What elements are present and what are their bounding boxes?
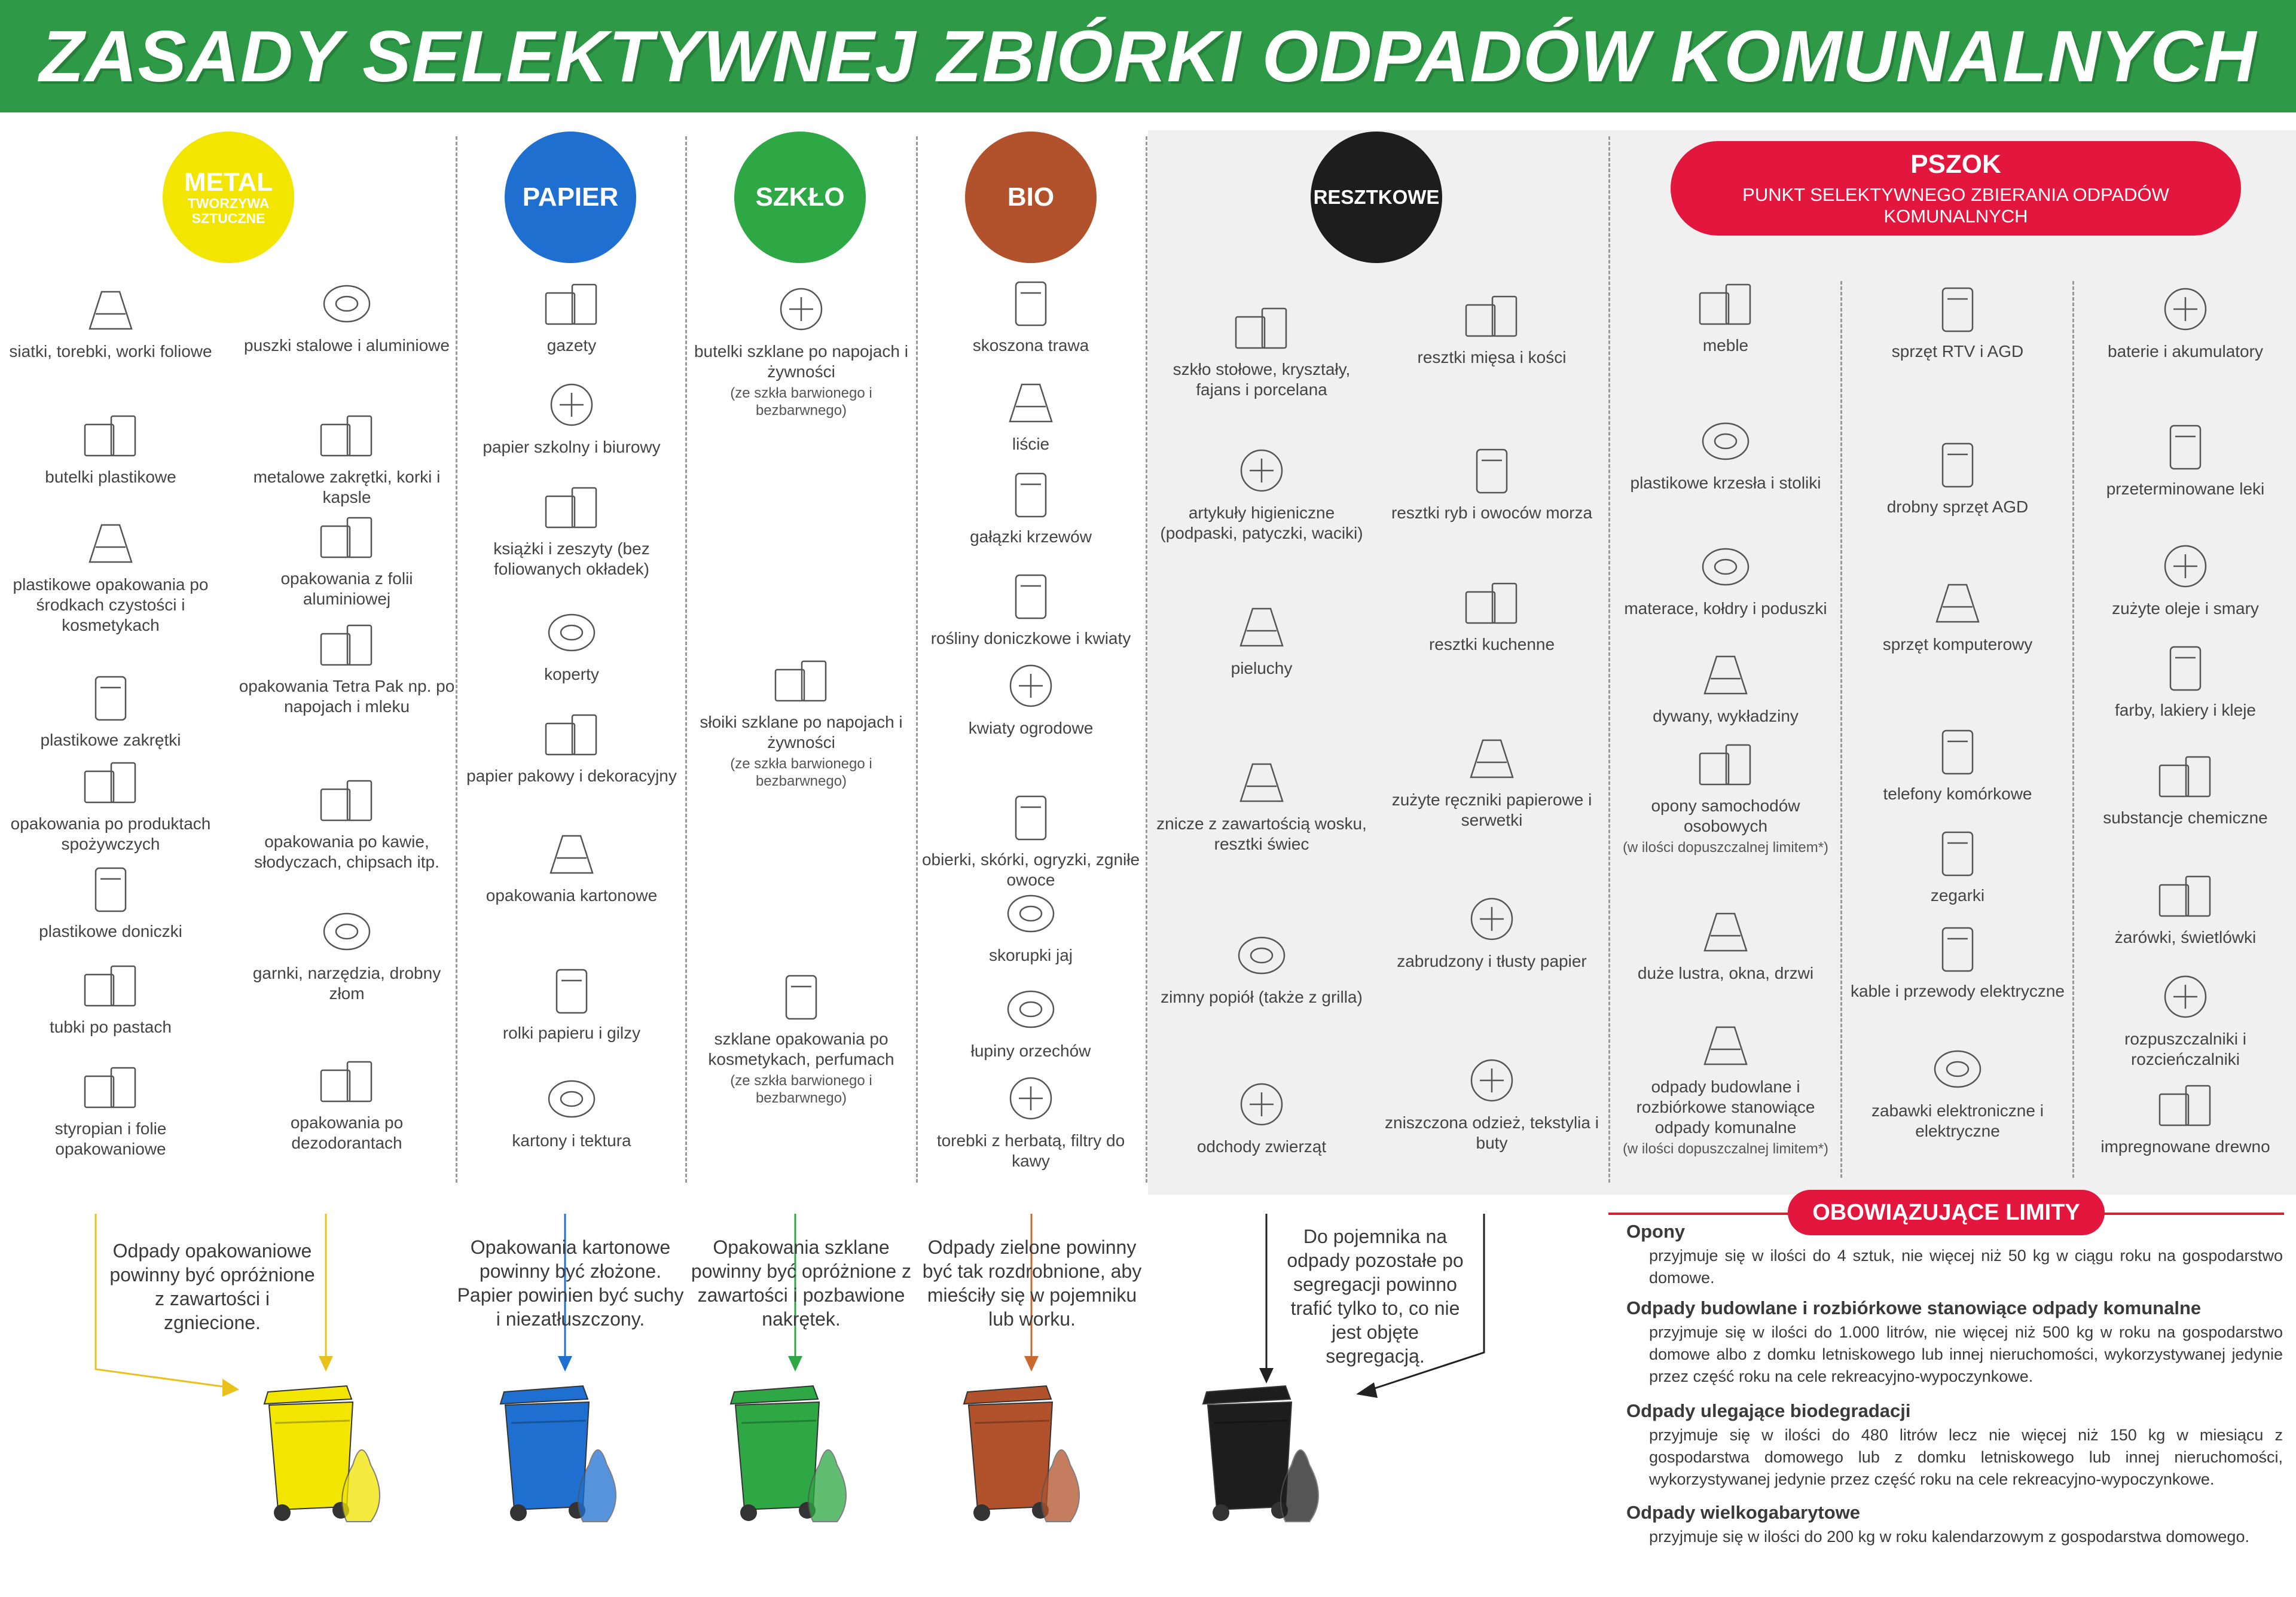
waste-item (1844, 723, 2071, 804)
waste-item (1612, 646, 1839, 726)
grass-icon (992, 275, 1070, 332)
item-label: koperty (544, 665, 599, 683)
waste-item (2076, 538, 2295, 619)
snack-bag-icon (308, 771, 386, 828)
bin-bio (951, 1369, 1100, 1531)
kitchen-scraps-icon (1453, 574, 1531, 631)
item-label: duże lustra, okna, drzwi (1637, 964, 1814, 982)
cardboard-box-icon (533, 1070, 610, 1127)
item-label: zużyte oleje i smary (2112, 599, 2259, 618)
flowers-icon (992, 658, 1070, 714)
item-label: opakowania Tetra Pak np. po napojach i mleku (239, 677, 455, 716)
limits-title: OBOWIĄZUJĄCE LIMITY (1788, 1190, 2105, 1235)
item-label: garnki, narzędzia, drobny złom (252, 964, 441, 1003)
waste-item (1612, 275, 1839, 356)
rubble-icon (1687, 1016, 1764, 1073)
waste-item (688, 652, 915, 790)
category-papier (505, 132, 636, 263)
paint-icon (2147, 640, 2224, 697)
bin-note-resztkowe: Do pojemnika na odpady pozostałe po segregacji powinno trafić tylko to, co nie jest objęte segregacją. (1287, 1226, 1464, 1367)
plastic-bag-icon (72, 281, 149, 338)
cleaning-bottles-icon (72, 514, 149, 571)
category-sublabel: PUNKT SELEKTYWNEGO ZBIERANIA ODPADÓW KOMUNALNYCH (1742, 184, 2169, 227)
page-title: ZASADY SELEKTYWNEJ ZBIÓRKI ODPADÓW KOMUNALNYCH (39, 16, 2257, 97)
waste-item (1378, 891, 1605, 972)
waste-item (2076, 640, 2295, 720)
item-label: tubki po pastach (50, 1018, 172, 1036)
bin-szklo (718, 1369, 867, 1531)
waste-item (459, 275, 684, 356)
waste-item (1844, 921, 2071, 1001)
waste-item (918, 466, 1144, 547)
separator (1840, 281, 1842, 1178)
waste-item (1378, 287, 1605, 368)
category-resztkowe (1311, 132, 1442, 263)
bin-note-szklo: Opakowania szklane powinny być opróżnione z zawartości i pozbawione nakrętek. (691, 1236, 912, 1330)
item-label: kartony i tektura (512, 1131, 631, 1150)
ash-icon (1223, 927, 1300, 984)
item-label: zniszczona odzież, tekstylia i buty (1385, 1113, 1599, 1152)
item-note: (ze szkła barwionego i bezbarwnego) (730, 756, 872, 789)
item-label: skoszona trawa (972, 336, 1089, 355)
waste-item (2076, 281, 2295, 362)
item-label: telefony komórkowe (1883, 784, 2032, 803)
waste-item (3, 407, 218, 487)
carton-icon (533, 825, 610, 882)
bin-note-papier: Opakowania kartonowe powinny być złożone. Papier powinien być suchy i niezatłuszczony. (457, 1236, 684, 1330)
item-label: pieluchy (1231, 659, 1293, 677)
waste-item (2076, 1076, 2295, 1157)
candle-icon (1223, 753, 1300, 810)
solvent-icon (2147, 969, 2224, 1025)
chemicals-icon (2147, 747, 2224, 804)
waste-item (459, 604, 684, 685)
limit-text: przyjmuje się w ilości do 480 litrów lecz nie więcej niż 150 kg w miesiącu z gospodarstwa domowego lub z domku letniskowego lub innej nieruchomości, wykorzystywanej jedynie przez część roku na cele rekreacyjno-wypoczynkowe. (1649, 1426, 2283, 1488)
waste-item (918, 885, 1144, 966)
waste-item (1378, 442, 1605, 523)
item-label: rośliny doniczkowe i kwiaty (930, 629, 1131, 648)
waste-item (1154, 442, 1369, 543)
paper-roll-icon (533, 963, 610, 1019)
waste-item (1844, 436, 2071, 517)
waste-item (236, 616, 457, 717)
gift-wrap-icon (533, 706, 610, 762)
waste-item (236, 771, 457, 872)
item-label: opony samochodów osobowych (1651, 796, 1800, 835)
item-label: puszki stalowe i aluminiowe (244, 336, 450, 355)
item-label: skorupki jaj (988, 946, 1073, 964)
waste-item (236, 407, 457, 508)
item-label: zabrudzony i tłusty papier (1397, 952, 1587, 970)
item-label: przeterminowane leki (2106, 480, 2265, 498)
waste-item (1844, 574, 2071, 655)
separator (2072, 281, 2074, 1178)
item-label: książki i zeszyty (bez foliowanych okładek) (493, 539, 650, 578)
waste-item (1154, 753, 1369, 854)
furniture-icon (1687, 275, 1764, 332)
plastic-bottle-icon (72, 407, 149, 463)
deodorant-icon (308, 1052, 386, 1109)
item-label: plastikowe krzesła i stoliki (1630, 474, 1821, 492)
bulb-icon (2147, 867, 2224, 924)
category-pszok (1671, 141, 2241, 236)
waste-item (459, 963, 684, 1043)
waste-item (2076, 867, 2295, 948)
limit-heading: Odpady wielkogabarytowe (1626, 1502, 1861, 1523)
item-label: żarówki, świetlówki (2114, 928, 2257, 946)
category-sublabel: TWORZYWA SZTUCZNE (187, 195, 270, 227)
tetra-pak-icon (308, 616, 386, 673)
category-bio (965, 132, 1097, 263)
item-note: (ze szkła barwionego i bezbarwnego) (730, 1073, 872, 1106)
category-label: BIO (1007, 182, 1055, 212)
waste-item (1378, 1052, 1605, 1153)
item-label: gałązki krzewów (970, 527, 1092, 546)
waste-item (1612, 735, 1839, 856)
item-label: artykuły higieniczne (podpaski, patyczki, waciki) (1160, 503, 1363, 542)
item-label: opakowania po produktach spożywczych (10, 814, 211, 853)
waste-item (236, 275, 457, 356)
item-label: butelki plastikowe (45, 468, 176, 486)
item-label: zegarki (1930, 886, 1985, 905)
item-label: impregnowane drewno (2100, 1137, 2270, 1156)
item-label: znicze z zawartością wosku, resztki świec (1156, 814, 1367, 853)
oil-can-icon (2147, 538, 2224, 595)
item-label: sprzęt RTV i AGD (1891, 342, 2024, 361)
waste-item (3, 861, 218, 942)
laptop-icon (1919, 574, 1996, 631)
item-label: opakowania z folii aluminiowej (280, 569, 413, 608)
category-label: METAL (184, 167, 273, 197)
wood-icon (2147, 1076, 2224, 1133)
tube-icon (72, 957, 149, 1013)
metal-cap-icon (308, 407, 386, 463)
waste-item (1154, 598, 1369, 679)
item-label: resztki mięsa i kości (1417, 348, 1567, 367)
item-label: plastikowe zakrętki (40, 731, 181, 749)
waste-item (1378, 729, 1605, 830)
plant-icon (992, 568, 1070, 625)
waste-item (3, 1058, 218, 1159)
waste-item (3, 957, 218, 1037)
bottle-cap-icon (72, 670, 149, 726)
nutshell-icon (992, 981, 1070, 1037)
item-label: torebki z herbatą, filtry do kawy (936, 1131, 1125, 1170)
waste-item (236, 508, 457, 609)
hygiene-icon (1223, 442, 1300, 499)
limit-text: przyjmuje się w ilości do 200 kg w roku kalendarzowym z gospodarstwa domowego. (1649, 1528, 2249, 1546)
item-label: sprzęt komputerowy (1882, 635, 2033, 654)
bin-note-bio: Odpady zielone powinny być tak rozdrobnione, aby mieściły się w pojemniku lub worku. (922, 1236, 1142, 1330)
waste-item (2076, 747, 2295, 828)
greasy-paper-icon (1453, 891, 1531, 948)
item-label: opakowania po dezodorantach (290, 1113, 404, 1152)
diaper-icon (1223, 598, 1300, 655)
plastic-chair-icon (1687, 413, 1764, 469)
item-label: butelki szklane po napojach i żywności (694, 342, 908, 381)
waste-item (1612, 1016, 1839, 1158)
paper-sheets-icon (533, 377, 610, 433)
item-label: zużyte ręczniki papierowe i serwetki (1391, 790, 1592, 829)
cable-icon (1919, 921, 1996, 978)
item-label: dywany, wykładziny (1653, 707, 1799, 725)
toy-icon (1919, 1040, 1996, 1097)
waste-item (918, 374, 1144, 454)
waste-item (688, 281, 915, 419)
item-label: baterie i akumulatory (2108, 342, 2263, 361)
waste-item (3, 281, 218, 362)
waste-item (1378, 574, 1605, 655)
peels-icon (992, 789, 1070, 846)
item-label: kwiaty ogrodowe (968, 719, 1094, 737)
item-label: meble (1702, 336, 1749, 355)
category-label: SZKŁO (755, 182, 845, 212)
twigs-icon (992, 466, 1070, 523)
separator (685, 136, 687, 1183)
waste-item (1612, 903, 1839, 984)
waste-item (1612, 413, 1839, 493)
item-label: rolki papieru i gilzy (502, 1024, 641, 1042)
newspaper-icon (533, 275, 610, 332)
waste-item (1154, 299, 1369, 400)
item-label: zabawki elektroniczne i elektryczne (1871, 1101, 2044, 1140)
item-label: plastikowe doniczki (39, 922, 182, 941)
waste-item (459, 1070, 684, 1151)
tea-bag-icon (992, 1070, 1070, 1127)
category-szklo (734, 132, 866, 263)
mirror-icon (1687, 903, 1764, 960)
bin-resztkowe (1190, 1369, 1339, 1531)
can-icon (308, 275, 386, 332)
battery-icon (2147, 281, 2224, 338)
item-label: resztki ryb i owoców morza (1391, 503, 1593, 522)
bin-metal (251, 1369, 401, 1531)
separator (1608, 136, 1610, 1183)
limit-text: przyjmuje się w ilości do 1.000 litrów, nie więcej niż 500 kg w roku na gospodarstwo domowe albo z domku letniskowego lub innej nieruchomości, wykorzystywanej jedynie przez część roku na cele rekreacyjno-wypoczynkowe. (1649, 1323, 2283, 1385)
limit-heading: Odpady budowlane i rozbiórkowe stanowiące odpady komunalne (1626, 1297, 2202, 1318)
waste-item (918, 568, 1144, 649)
waste-item (1844, 281, 2071, 362)
item-label: siatki, torebki, worki foliowe (9, 342, 212, 361)
item-label: resztki kuchenne (1428, 635, 1555, 654)
book-icon (533, 478, 610, 535)
item-label: odpady budowlane i rozbiórkowe stanowiące odpady komunalne (1636, 1077, 1815, 1137)
mattress-icon (1687, 538, 1764, 595)
separator (1146, 136, 1147, 1183)
item-label: odchody zwierząt (1196, 1137, 1327, 1156)
item-label: metalowe zakrętki, korki i kapsle (253, 468, 441, 506)
item-label: rozpuszczalniki i rozcieńczalniki (2124, 1030, 2246, 1068)
waste-item (918, 658, 1144, 738)
item-label: materace, kołdry i poduszki (1624, 599, 1827, 618)
leaves-icon (992, 374, 1070, 430)
waste-item (2076, 969, 2295, 1070)
pot-icon (308, 903, 386, 960)
fish-bones-icon (1453, 442, 1531, 499)
item-label: substancje chemiczne (2103, 808, 2268, 827)
category-label: RESZTKOWE (1313, 185, 1440, 208)
item-label: szkło stołowe, kryształy, fajans i porcelana (1173, 360, 1351, 399)
item-label: papier pakowy i dekoracyjny (466, 767, 677, 785)
phone-icon (1919, 723, 1996, 780)
glass-jar-icon (762, 652, 840, 709)
item-label: łupiny orzechów (970, 1042, 1091, 1060)
waste-item (459, 706, 684, 786)
waste-item (3, 670, 218, 750)
waste-item (918, 981, 1144, 1061)
food-container-icon (72, 753, 149, 810)
item-label: obierki, skórki, ogryzki, zgniłe owoce (921, 850, 1140, 889)
carpet-icon (1687, 646, 1764, 703)
item-label: drobny sprzęt AGD (1886, 497, 2029, 516)
styrofoam-icon (72, 1058, 149, 1115)
item-label: plastikowe opakowania po środkach czystości i kosmetykach (13, 575, 209, 634)
item-label: opakowania kartonowe (486, 886, 658, 905)
envelope-icon (533, 604, 610, 661)
waste-item (1844, 825, 2071, 906)
bin-papier (487, 1369, 637, 1531)
waste-item (1612, 538, 1839, 619)
waste-item (459, 478, 684, 579)
waste-item (3, 753, 218, 854)
flower-pot-icon (72, 861, 149, 918)
item-label: szklane opakowania po kosmetykach, perfumach (708, 1030, 894, 1068)
item-label: styropian i folie opakowaniowe (54, 1119, 167, 1158)
eggshell-icon (992, 885, 1070, 942)
limit-text: przyjmuje się w ilości do 4 sztuk, nie więcej niż 50 kg w ciągu roku na gospodarstwo domowe. (1649, 1247, 2283, 1287)
item-note: (w ilości dopuszczalnej limitem*) (1622, 1141, 1829, 1157)
clothes-icon (1453, 1052, 1531, 1109)
waste-item (3, 514, 218, 636)
category-metal (163, 132, 294, 263)
animal-waste-icon (1223, 1076, 1300, 1133)
item-label: kable i przewody elektryczne (1851, 982, 2065, 1000)
meat-icon (1453, 287, 1531, 344)
waste-item (459, 377, 684, 457)
appliances-icon (1919, 281, 1996, 338)
cosmetic-bottle-icon (762, 969, 840, 1025)
foil-tray-icon (308, 508, 386, 565)
tire-icon (1687, 735, 1764, 792)
item-label: farby, lakiery i kleje (2114, 701, 2256, 719)
waste-item (236, 903, 457, 1004)
item-label: papier szkolny i biurowy (483, 438, 661, 456)
hair-dryer-icon (1919, 436, 1996, 493)
waste-item (1154, 1076, 1369, 1157)
waste-item (1844, 1040, 2071, 1141)
item-label: gazety (546, 336, 597, 355)
waste-item (918, 275, 1144, 356)
tableware-icon (1223, 299, 1300, 356)
item-note: (w ilości dopuszczalnej limitem*) (1622, 839, 1829, 856)
waste-item (459, 825, 684, 906)
waste-item (918, 789, 1144, 890)
category-label: PSZOK (1910, 149, 2001, 179)
watch-icon (1919, 825, 1996, 882)
waste-item (2076, 419, 2295, 499)
item-note: (ze szkła barwionego i bezbarwnego) (730, 385, 872, 419)
waste-item (1154, 927, 1369, 1007)
item-label: zimny popiół (także z grilla) (1161, 988, 1363, 1006)
paper-towel-icon (1453, 729, 1531, 786)
glass-bottle-icon (762, 281, 840, 338)
pills-icon (2147, 419, 2224, 475)
item-label: słoiki szklane po napojach i żywności (700, 713, 903, 752)
limit-heading: Opony (1626, 1221, 1686, 1242)
item-label: opakowania po kawie, słodyczach, chipsach itp. (254, 832, 439, 871)
item-label: liście (1012, 435, 1050, 453)
category-label: PAPIER (522, 182, 619, 212)
waste-item (918, 1070, 1144, 1171)
waste-item (688, 969, 915, 1107)
waste-item (236, 1052, 457, 1153)
bin-note-metal: Odpady opakowaniowe powinny być opróżnione z zawartości i zgniecione. (109, 1240, 315, 1333)
limit-heading: Odpady ulegające biodegradacji (1626, 1400, 1911, 1421)
